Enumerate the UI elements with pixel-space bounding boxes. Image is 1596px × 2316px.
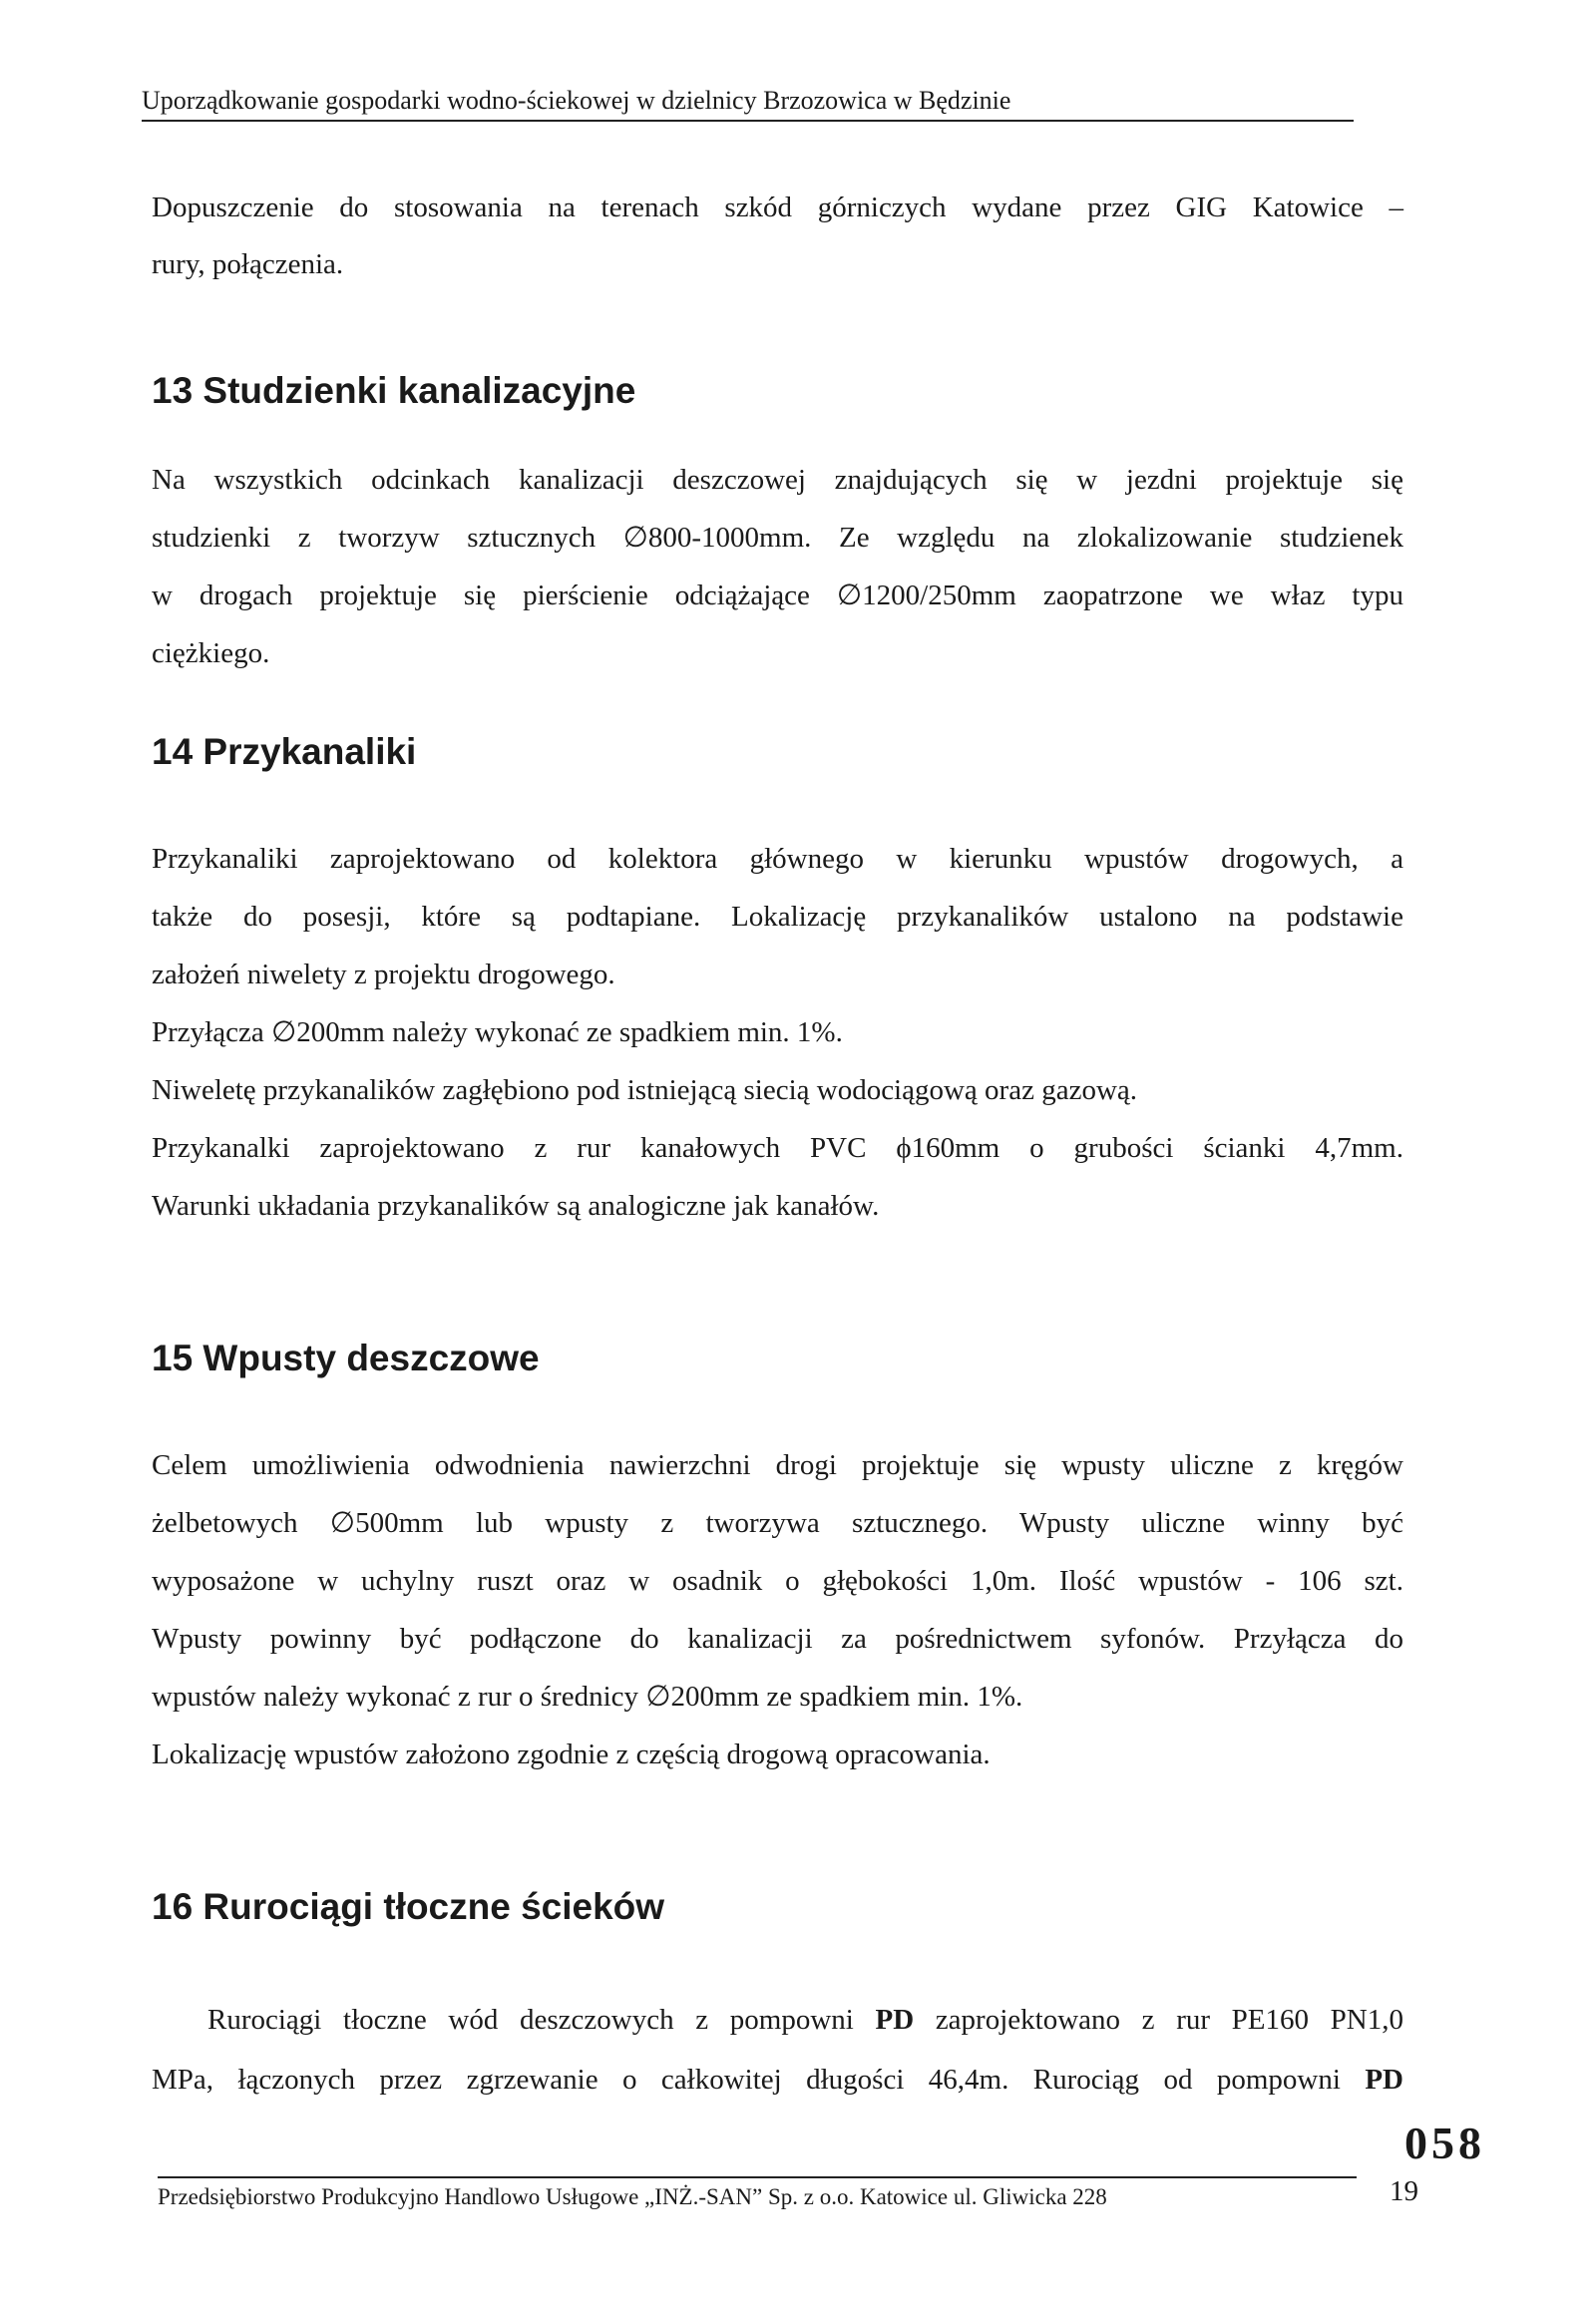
section-15-paragraph [152, 1436, 1403, 1783]
paragraph-line: Niweletę przykanalików zagłębiono pod istniejącą siecią wodociągową oraz gazową. [152, 1074, 1138, 1106]
paragraph-line: studzienki z tworzyw sztucznych ∅800-1000mm. Ze względu na zlokalizowanie studzienek [152, 522, 1403, 554]
paragraph-line: Celem umożliwienia odwodnienia nawierzchni drogi projektuje się wpusty uliczne z kręgów [152, 1449, 1403, 1481]
page-number: 19 [1390, 2175, 1418, 2207]
running-header: Uporządkowanie gospodarki wodno-ściekowej w dzielnicy Brzozowica w Będzinie [142, 84, 1354, 122]
paragraph-line: Przykanalki zaprojektowano z rur kanałowych PVC ϕ160mm o grubości ścianki 4,7mm. [152, 1132, 1403, 1164]
paragraph-line: Dopuszczenie do stosowania na terenach szkód górniczych wydane przez GIG Katowice – [152, 192, 1403, 223]
paragraph-line: żelbetowych ∅500mm lub wpusty z tworzywa sztucznego. Wpusty uliczne winny być [152, 1507, 1403, 1539]
paragraph-line: wpustów należy wykonać z rur o średnicy ∅200mm ze spadkiem min. 1%. [152, 1681, 1023, 1713]
section-14-paragraph [152, 830, 1403, 1235]
paragraph-line: ciężkiego. [152, 637, 270, 669]
section-16-paragraph [152, 1990, 1403, 2110]
paragraph-line: Wpusty powinny być podłączone do kanalizacji za pośrednictwem syfonów. Przyłącza do [152, 1623, 1403, 1655]
text-run: Rurociągi tłoczne wód deszczowych z pompowni [207, 2004, 876, 2036]
paragraph-line: wyposażone w uchylny ruszt oraz w osadnik o głębokości 1,0m. Ilość wpustów - 106 szt. [152, 1565, 1403, 1597]
pump-station-code: PD [1365, 2064, 1403, 2096]
page-stamp-number: 058 [1404, 2118, 1485, 2168]
paragraph-line: także do posesji, które są podtapiane. Lokalizację przykanalików ustalono na podstawie [152, 901, 1403, 933]
paragraph-line: w drogach projektuje się pierścienie odciążające ∅1200/250mm zaopatrzone we właz typu [152, 579, 1403, 611]
paragraph-line [152, 2050, 1403, 2110]
footer-divider [158, 2176, 1357, 2178]
text-run: zaprojektowano z rur PE160 PN1,0 [914, 2004, 1403, 2036]
paragraph-line: założeń niwelety z projektu drogowego. [152, 959, 615, 990]
paragraph-line: Przykanaliki zaprojektowano od kolektora głównego w kierunku wpustów drogowych, a [152, 843, 1403, 875]
section-heading-14: 14 Przykanaliki [152, 731, 417, 772]
section-heading-13: 13 Studzienki kanalizacyjne [152, 370, 636, 411]
section-heading-15: 15 Wpusty deszczowe [152, 1338, 540, 1378]
footer-company: Przedsiębiorstwo Produkcyjno Handlowo Usługowe „INŻ.-SAN” Sp. z o.o. Katowice ul. Gliwicka 228 [158, 2184, 1107, 2209]
section-heading-16: 16 Rurociągi tłoczne ścieków [152, 1886, 665, 1927]
pump-station-code: PD [875, 2004, 915, 2036]
paragraph-line: Na wszystkich odcinkach kanalizacji deszczowej znajdujących się w jezdni projektuje się [152, 464, 1403, 496]
section-13-paragraph [152, 451, 1403, 682]
paragraph-line: rury, połączenia. [152, 248, 344, 280]
intro-paragraph [152, 180, 1403, 293]
text-run: MPa, łączonych przez zgrzewanie o całkowitej długości 46,4m. Rurociąg od pompowni [152, 2064, 1366, 2096]
paragraph-line: Warunki układania przykanalików są analogiczne jak kanałów. [152, 1190, 880, 1222]
paragraph-line [152, 1990, 1403, 2050]
paragraph-line: Lokalizację wpustów założono zgodnie z częścią drogową opracowania. [152, 1738, 991, 1770]
paragraph-line: Przyłącza ∅200mm należy wykonać ze spadkiem min. 1%. [152, 1016, 843, 1048]
